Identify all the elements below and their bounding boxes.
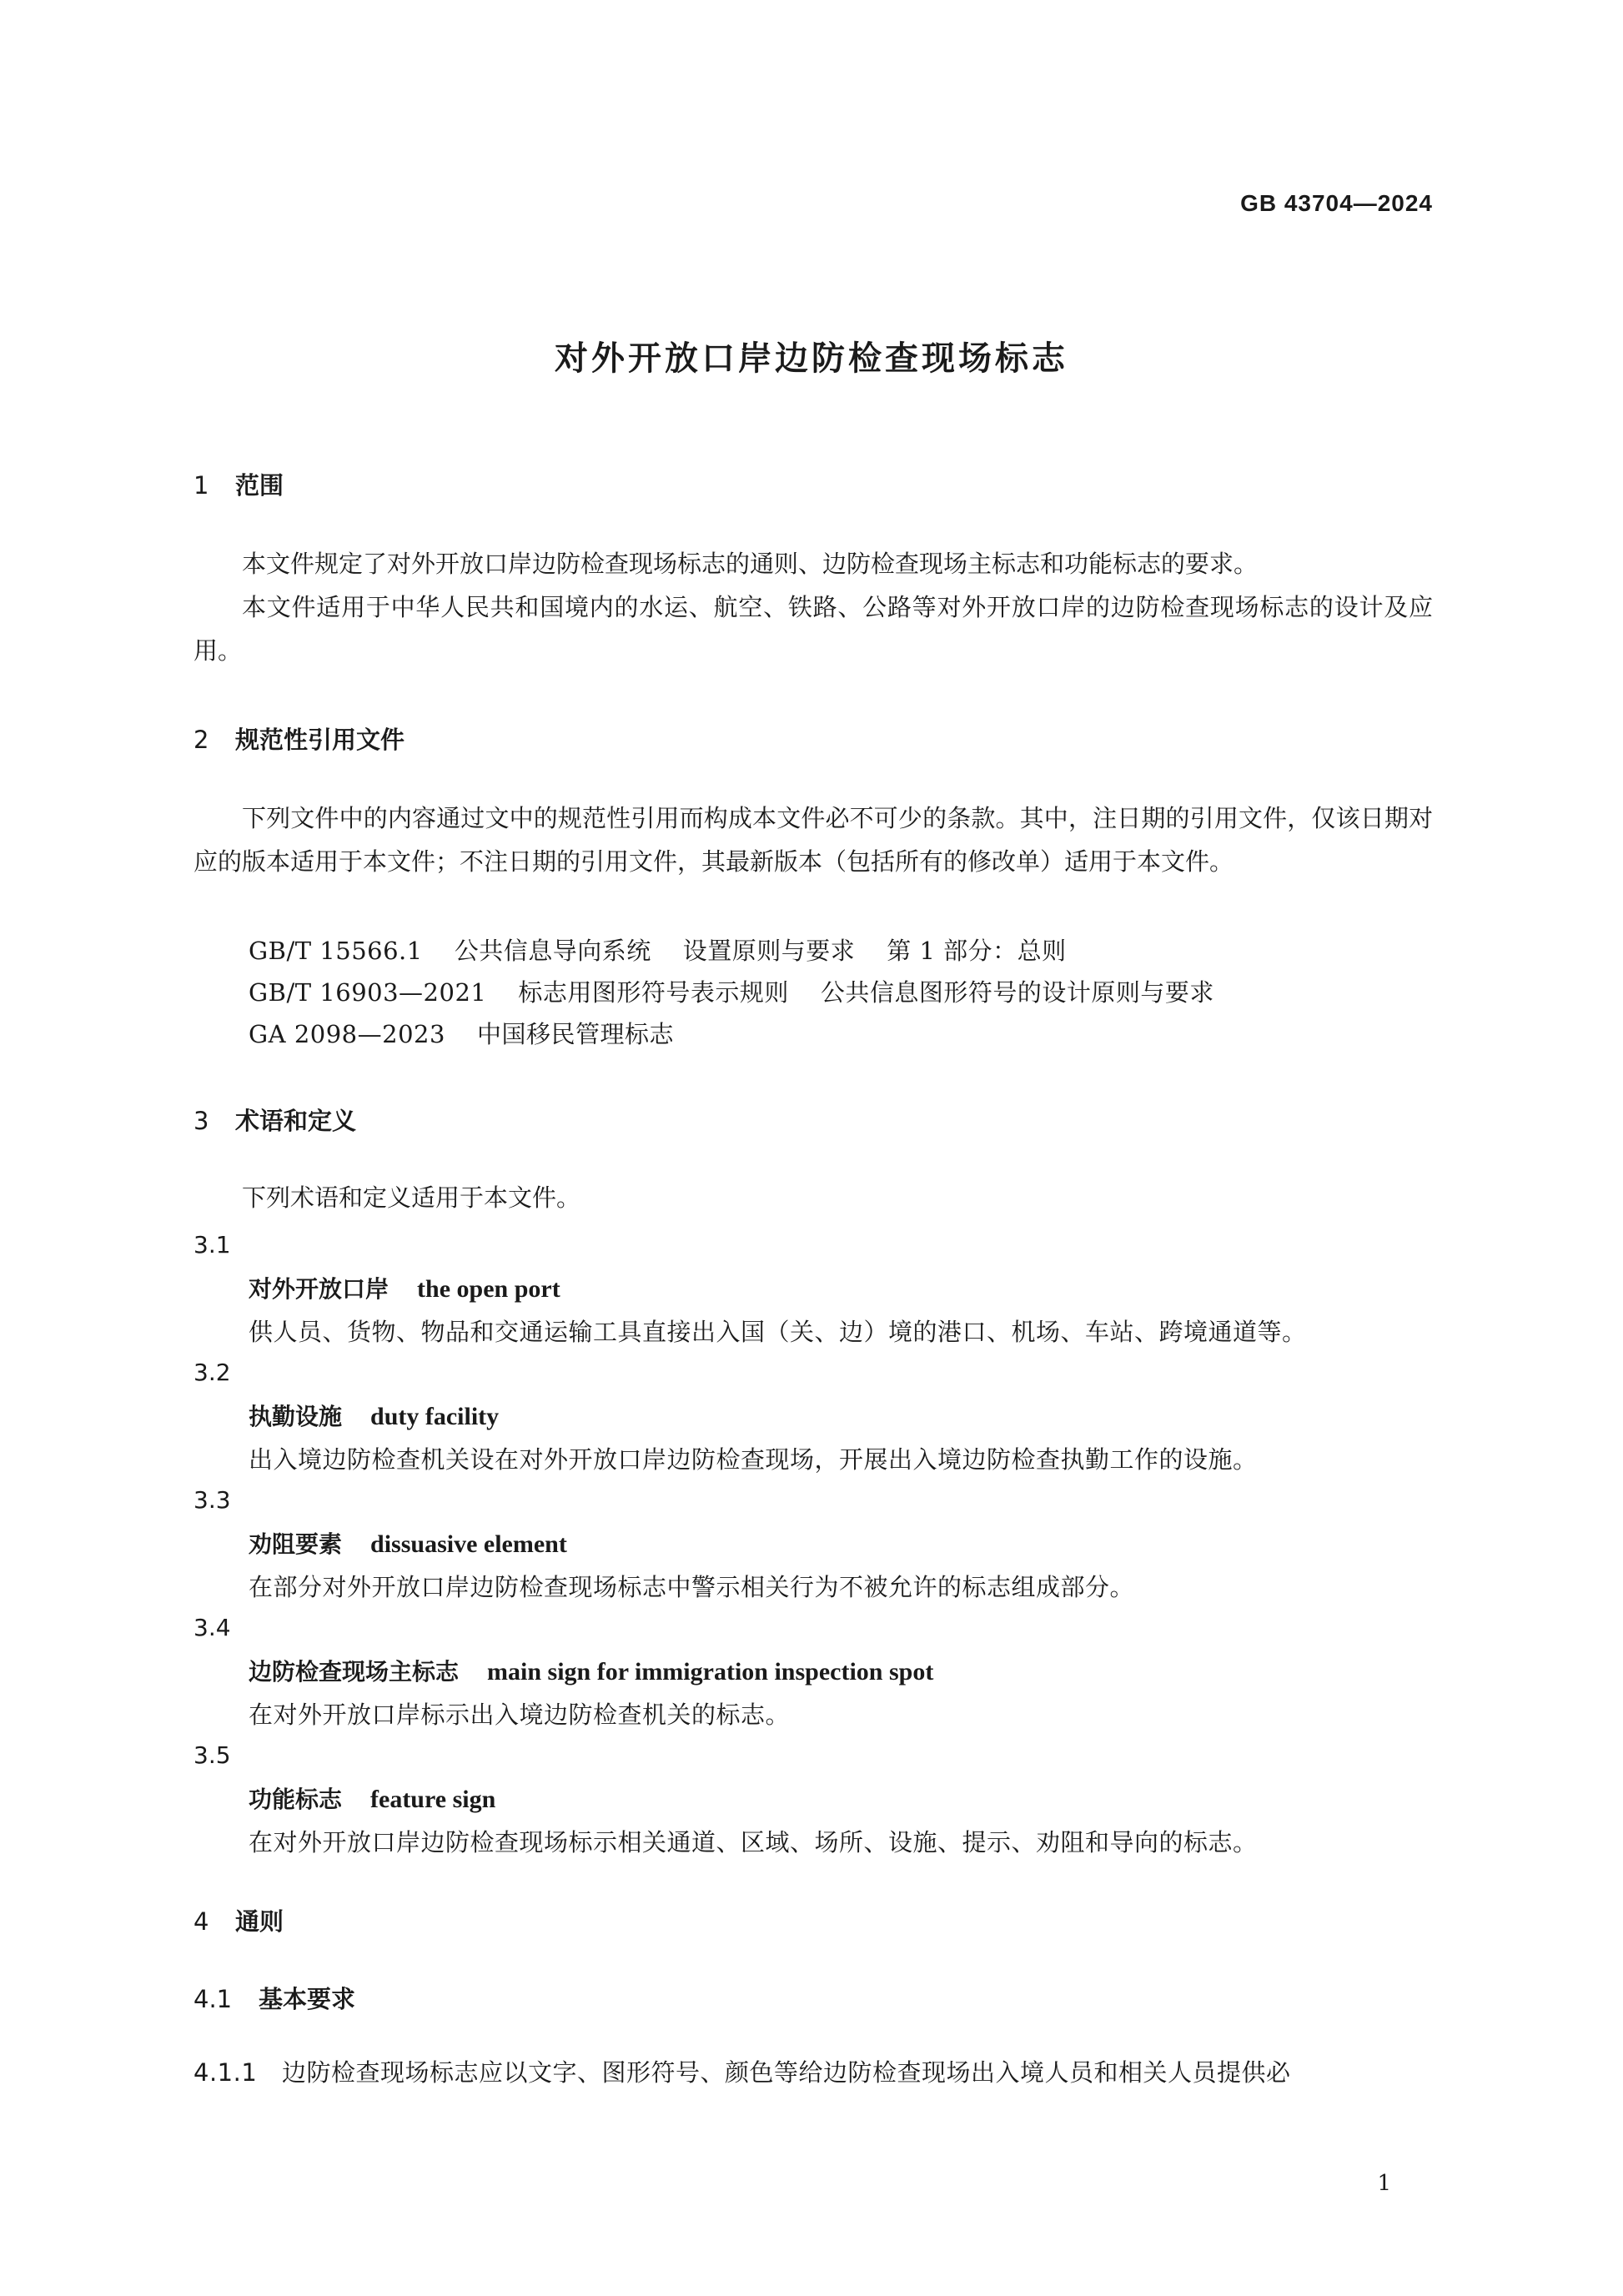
standard-code: GB 43704—2024: [1240, 190, 1433, 216]
term-number: 3.4: [193, 1614, 231, 1641]
term-definition: 在对外开放口岸标示出入境边防检查机关的标志。: [249, 1701, 791, 1729]
term-zh: 对外开放口岸: [249, 1275, 389, 1303]
term-number: 3.3: [193, 1486, 231, 1514]
term-en: feature sign: [370, 1786, 496, 1813]
reference-item: [249, 1016, 674, 1050]
term-number: 3.5: [193, 1741, 231, 1769]
reference-code: GA 2098—2023: [249, 1020, 445, 1048]
term-zh: 执勤设施: [249, 1403, 343, 1430]
section-title: 术语和定义: [235, 1107, 357, 1135]
section-1-heading: [193, 467, 284, 501]
reference-title-part: 公共信息图形符号的设计原则与要求: [820, 978, 1214, 1007]
term-zh: 劝阻要素: [249, 1530, 343, 1558]
section-4-heading: [193, 1903, 284, 1937]
term-heading: [249, 1781, 495, 1815]
section-number: 1: [193, 471, 209, 500]
section-number: 4: [193, 1907, 209, 1936]
term-en: main sign for immigration inspection spot: [487, 1658, 934, 1686]
term-definition: 在部分对外开放口岸边防检查现场标志中警示相关行为不被允许的标志组成部分。: [249, 1573, 1135, 1601]
reference-code: GB/T 16903—2021: [249, 978, 487, 1007]
clause-text: 边防检查现场标志应以文字、图形符号、颜色等给边防检查现场出入境人员和相关人员提供必: [282, 2058, 1291, 2087]
term-en: dissuasive element: [370, 1530, 567, 1558]
reference-title-part: 公共信息导向系统: [454, 937, 651, 965]
document-title: 对外开放口岸边防检查现场标志: [555, 339, 1068, 378]
clause-number: 4.1.1: [193, 2058, 258, 2087]
section-number: 2: [193, 726, 209, 754]
term-heading: [249, 1271, 560, 1304]
term-number: 3.2: [193, 1359, 231, 1386]
term-definition: 在对外开放口岸边防检查现场标示相关通道、区域、场所、设施、提示、劝阻和导向的标志。: [249, 1828, 1258, 1856]
term-definition: 供人员、货物、物品和交通运输工具直接出入国（关、边）境的港口、机场、车站、跨境通道等。: [249, 1318, 1307, 1346]
section-number: 3: [193, 1107, 209, 1135]
section-3-heading: [193, 1103, 356, 1137]
term-definition: 出入境边防检查机关设在对外开放口岸边防检查现场，开展出入境边防检查执勤工作的设施。: [249, 1445, 1258, 1474]
reference-title-part: 第 1 部分：总则: [887, 937, 1067, 965]
term-zh: 边防检查现场主标志: [249, 1658, 460, 1686]
section-title: 通则: [235, 1907, 284, 1936]
reference-title-part: 设置原则与要求: [682, 937, 856, 965]
reference-title-part: 中国移民管理标志: [476, 1020, 674, 1048]
section-3-intro: 下列术语和定义适用于本文件。: [242, 1183, 581, 1212]
section-1-paragraph-1: 本文件规定了对外开放口岸边防检查现场标志的通则、边防检查现场主标志和功能标志的要求。: [242, 550, 1259, 578]
term-heading: [249, 1399, 499, 1432]
reference-title-part: 标志用图形符号表示规则: [518, 978, 789, 1007]
subsection-title: 基本要求: [259, 1985, 356, 2013]
reference-item: [249, 974, 1214, 1008]
page-number: 1: [1377, 2171, 1391, 2196]
term-heading: [249, 1654, 933, 1687]
reference-code: GB/T 15566.1: [249, 937, 423, 965]
clause-4-1-1: [193, 2054, 1291, 2088]
reference-item: [249, 932, 1067, 967]
term-en: duty facility: [370, 1403, 500, 1430]
section-2-heading: [193, 721, 404, 756]
section-2-paragraph-1: 下列文件中的内容通过文中的规范性引用而构成本文件必不可少的条款。其中，注日期的引用文件，仅该日期对应的版本适用于本文件；不注日期的引用文件，其最新版本（包括所有的修改单）适用于本文件。: [193, 804, 1433, 876]
term-zh: 功能标志: [249, 1786, 343, 1813]
subsection-4-1-heading: [193, 1981, 355, 2015]
term-en: the open port: [417, 1275, 560, 1303]
term-heading: [249, 1526, 567, 1560]
subsection-number: 4.1: [193, 1985, 233, 2013]
term-number: 3.1: [193, 1231, 231, 1259]
section-title: 范围: [235, 471, 284, 500]
section-title: 规范性引用文件: [235, 726, 405, 754]
section-1-paragraph-2: 本文件适用于中华人民共和国境内的水运、航空、铁路、公路等对外开放口岸的边防检查现场标志的设计及应用。: [193, 593, 1433, 665]
